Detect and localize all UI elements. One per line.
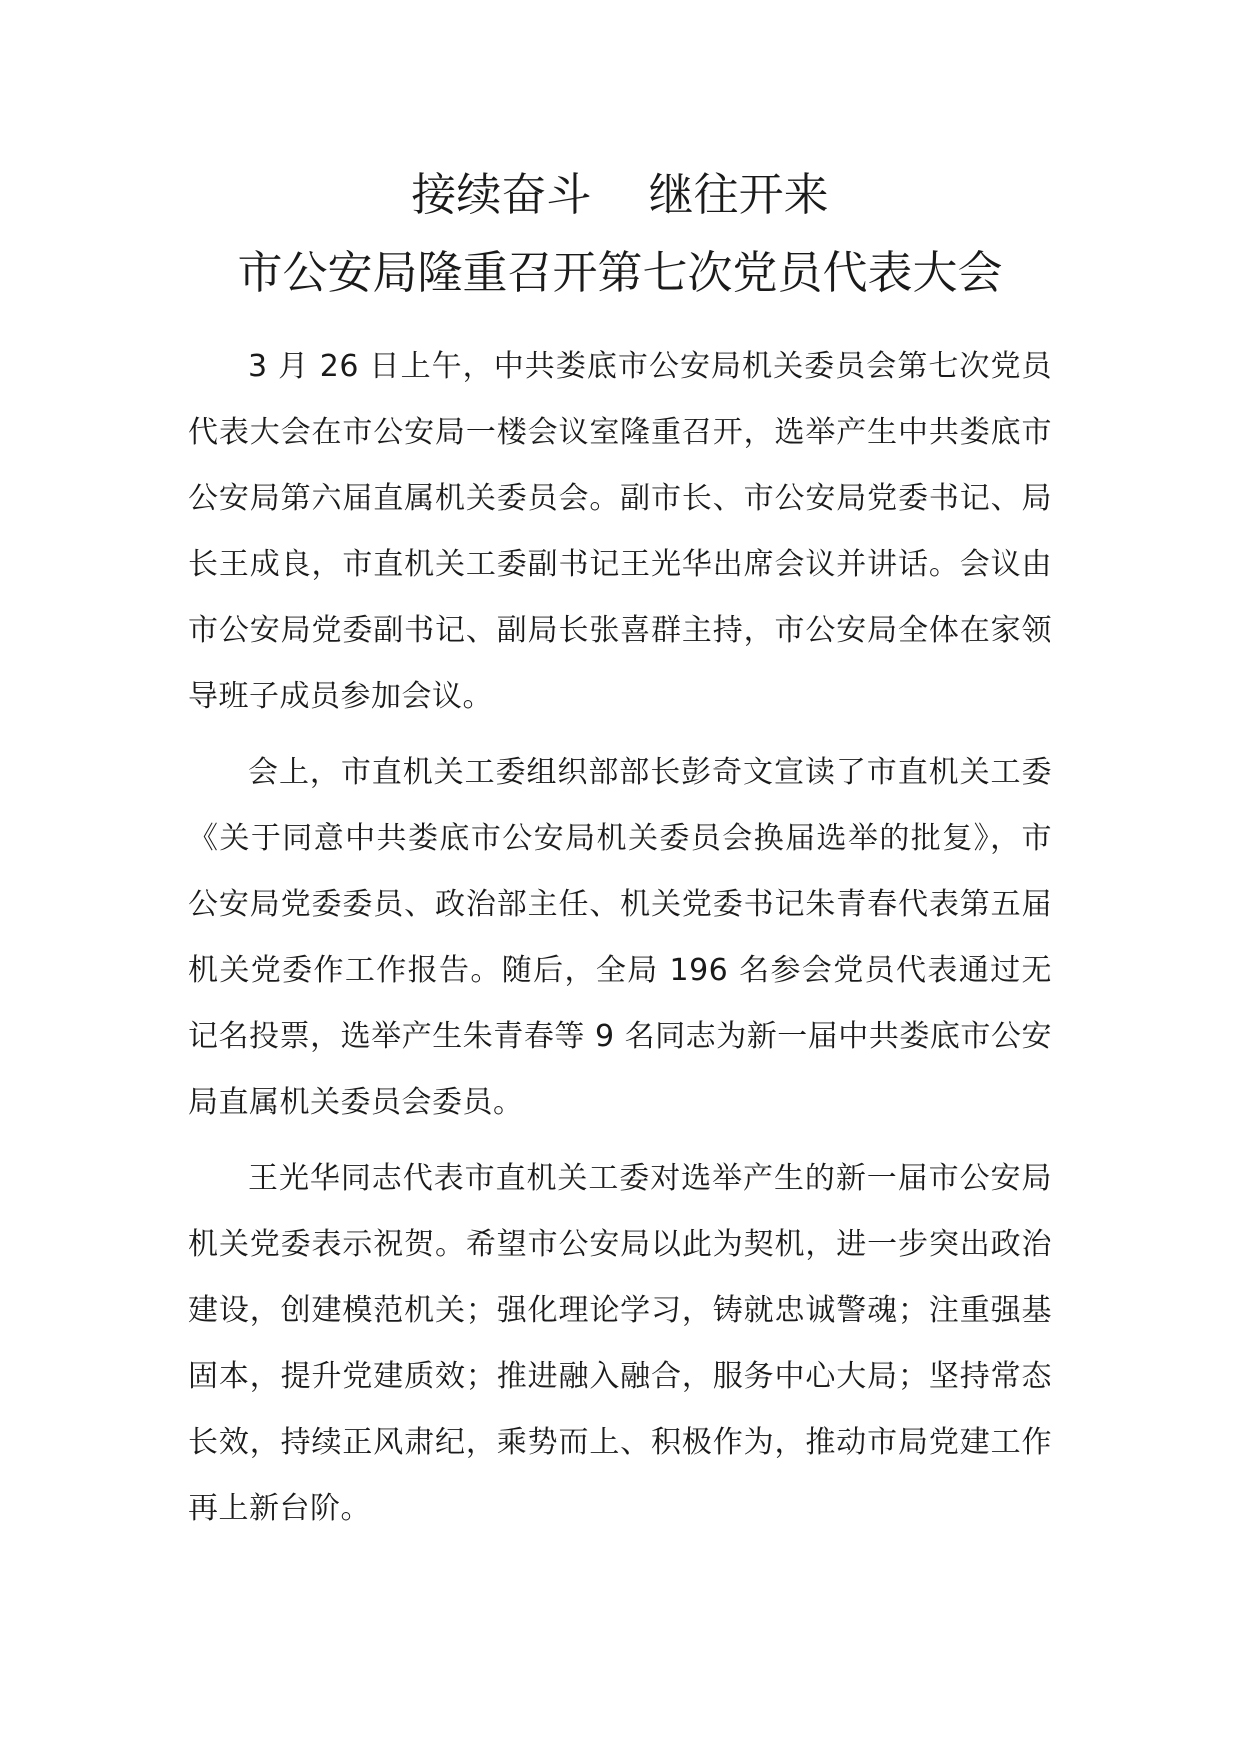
document-subtitle: 市公安局隆重召开第七次党员代表大会: [237, 246, 1003, 299]
paragraph-1: 3 月 26 日上午，中共娄底市公安局机关委员会第七次党员代表大会在市公安局一楼会议室隆重召开，选举产生中共娄底市公安局第六届直属机关委员会。副市长、市公安局党委书记、局长王成良，市直机关工委副书记王光华出席会议并讲话。会议由市公安局党委副书记、副局长张喜群主持，市公安局全体在家领导班子成员参加会议。: [188, 349, 1052, 714]
document-content: [188, 160, 1052, 1552]
document-title: 接续奋斗 继往开来: [411, 168, 829, 221]
paragraph-3: 王光华同志代表市直机关工委对选举产生的新一届市公安局机关党委表示祝贺。希望市公安局以此为契机，进一步突出政治建设，创建模范机关；强化理论学习，铸就忠诚警魂；注重强基固本，提升党建质效；推进融入融合，服务中心大局；坚持常态长效，持续正风肃纪，乘势而上、积极作为，推动市局党建工作再上新台阶。: [188, 1161, 1052, 1526]
document-body: [188, 334, 1052, 1542]
paragraph-2: 会上，市直机关工委组织部部长彭奇文宣读了市直机关工委《关于同意中共娄底市公安局机关委员会换届选举的批复》，市公安局党委委员、政治部主任、机关党委书记朱青春代表第五届机关党委作工作报告。随后，全局 196 名参会党员代表通过无记名投票，选举产生朱青春等 9 名同志为新一届中共娄底市公安局直属机关委员会委员。: [188, 755, 1052, 1120]
